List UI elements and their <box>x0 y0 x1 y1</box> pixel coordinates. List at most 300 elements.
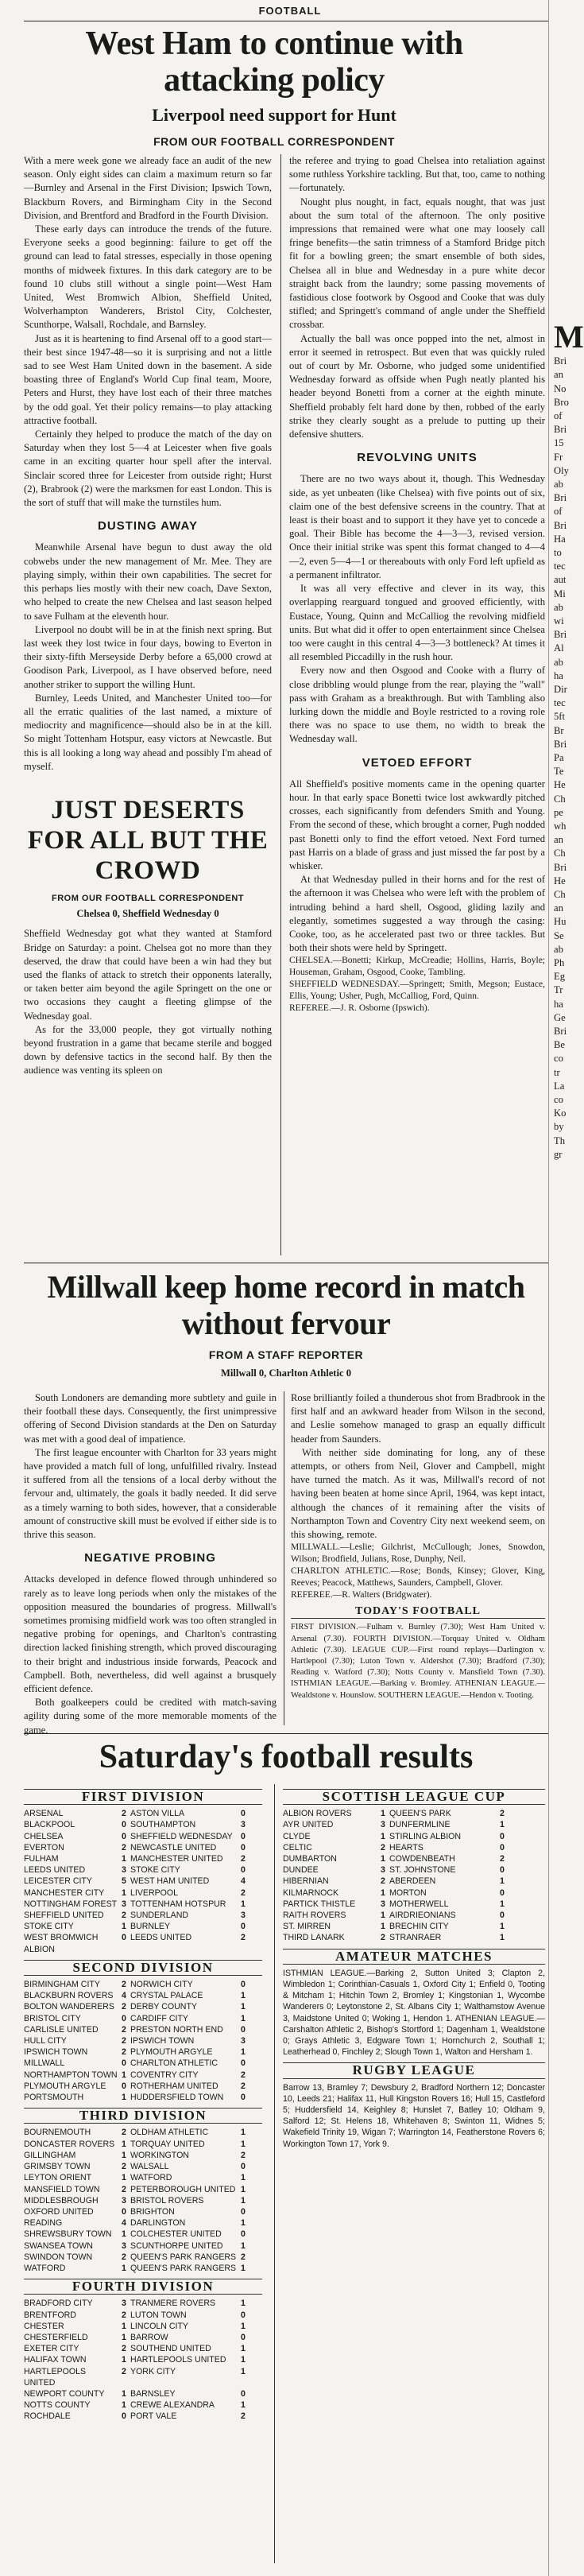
paragraph: With neither side dominating for long, any of these attempts, or others from Neil, Glover and Campbell, might have turned the match. As it was, Millwall's record of not having been beaten at home since April, 1964, was kept intact, although the chances of it remaining after the visits of Northampton Town and Coventry City next weekend seem, on this showing, remote. <box>291 1446 545 1541</box>
away-team: NEWCASTLE UNITED <box>130 1842 217 1852</box>
away-score: 1 <box>241 2240 246 2251</box>
away-team: STRANRAER <box>389 1933 442 1943</box>
adjacent-page-fragment: Oly <box>554 464 569 476</box>
home-score: 1 <box>122 2332 126 2342</box>
home-team: BIRMINGHAM CITY <box>24 1980 100 1990</box>
away-score: 3 <box>241 2036 246 2046</box>
third-division-heading: THIRD DIVISION <box>24 2108 262 2124</box>
home-score: 1 <box>122 2388 126 2399</box>
main-byline: FROM OUR FOOTBALL CORRESPONDENT <box>153 135 395 148</box>
paragraph: All Sheffield's positive moments came in the opening quarter hour. In that early space Bonetti twice lost awkwardly pitched crosses, each significantly from defenders Smith and Young. From the second of these, which brought a corner, Pugh nodded past Bonetti only to find the effort vetoed. Next Ford turned past Harris on a blade of grass and just missed the far post by a whisker. <box>289 778 545 871</box>
result-row <box>24 2092 262 2103</box>
home-team: GILLINGHAM <box>24 2150 76 2160</box>
home-score: 1 <box>122 2093 126 2103</box>
rugby-league-results: Barrow 13, Bramley 7; Dewsbury 2, Bradford Northern 12; Doncaster 10, Leeds 21; Halifax 11, Hull Kingston Rovers 16; Hull 15, Castleford 5; Huddersfield 14, Keighley 8; Hunslet 7, Batley 10; Oldham 9, Salford 12; St. Helens 18, Whitehaven 8; Swinton 11, Widnes 5; Wakefield Trinity 19, Wigan 7; Warrington 14, Featherstone Rovers 6; Workington Town 17, York 9. <box>283 2082 545 2149</box>
away-score: 0 <box>241 2206 246 2217</box>
paragraph: Just as it is heartening to find Arsenal off to a good start—their best since 1947-48—so it is surprising and not a little sad to see West Ham United down in the basement. A side boasting three of England's World Cup final team, Moore, Peters and Hurst, they have lost each of their three matches by the odd goal. Yet their policy remains—to play attacking attractive football. <box>24 332 272 426</box>
away-team: COWDENBEATH <box>389 1854 455 1864</box>
away-score: 0 <box>500 1865 505 1876</box>
away-team: QUEEN'S PARK RANGERS <box>130 2263 237 2273</box>
home-score: 1 <box>381 1911 385 1921</box>
millwall-headline: Millwall keep home record in match without fervour <box>47 1269 525 1341</box>
adjacent-page-fragment: Ge <box>554 1011 566 1023</box>
second-division-heading: SECOND DIVISION <box>24 1960 262 1976</box>
home-team: PARTICK THISTLE <box>283 1899 356 1909</box>
home-team: BOLTON WANDERERS <box>24 2002 114 2012</box>
home-team: LEYTON ORIENT <box>24 2173 92 2183</box>
paragraph: Both goalkeepers could be credited with match-saving agility during some of the more memorable moments of the game. <box>24 1697 277 1736</box>
third-division-results <box>24 2127 262 2274</box>
main-subheadline: Liverpool need support for Hunt <box>152 105 396 125</box>
home-score: 1 <box>122 2355 126 2365</box>
fourth-division-results <box>24 2298 262 2422</box>
adjacent-page-fragment: co <box>554 1094 563 1105</box>
result-row <box>24 2161 262 2172</box>
result-row <box>24 2263 262 2274</box>
away-team: SHEFFIELD WEDNESDAY <box>130 1831 233 1841</box>
adjacent-page-fragment: Te <box>554 766 564 778</box>
adjacent-page-fragment: Bri <box>554 861 567 873</box>
adjacent-page-fragment: 15 <box>554 437 564 449</box>
away-score: 1 <box>241 2321 246 2331</box>
result-row <box>24 2217 262 2229</box>
adjacent-page-fragment: Pa <box>554 752 564 763</box>
result-row <box>24 2127 262 2138</box>
away-team: BARNSLEY <box>130 2388 176 2399</box>
result-row <box>24 2139 262 2150</box>
away-score: 1 <box>500 1899 505 1909</box>
away-team: STIRLING ALBION <box>389 1831 462 1841</box>
adjacent-page-fragment: 5ft <box>554 711 565 723</box>
away-team: AIRDRIEONIANS <box>389 1911 456 1921</box>
adjacent-page-fragment: Bri <box>554 1026 567 1037</box>
away-team: CHARLTON ATHLETIC <box>130 2058 219 2069</box>
result-row <box>24 1979 262 1990</box>
team-lineup: CHELSEA.—Bonetti; Kirkup, McCreadie; Hollins, Harris, Boyle; Houseman, Graham, Osgood, Cooke, Tambling. <box>289 956 545 978</box>
result-row <box>24 1921 262 1932</box>
adjacent-page-fragment: Dir <box>554 684 567 695</box>
away-score: 2 <box>241 1854 246 1864</box>
away-score: 3 <box>241 1820 246 1830</box>
home-team: BRENTFORD <box>24 2310 76 2320</box>
result-row <box>24 2046 262 2058</box>
away-score: 1 <box>241 2299 246 2309</box>
paragraph: It was all very effective and clever in its way, this overlapping rearguard tongued and grooved efficiently, with Eustace, Young, Quinn and McCalliog the revolving midfield units. But what did it offer to open entertainment since Chelsea too were caught in this central 4—3—3 bottleneck? At times it all resembled Piccadilly in the rush hour. <box>289 583 545 663</box>
home-team: DUMBARTON <box>283 1854 337 1864</box>
other-results <box>283 1784 545 2150</box>
home-score: 0 <box>122 2058 126 2069</box>
paragraph: Rose brilliantly foiled a thunderous shot from Bradbrook in the first half and an awkward header from Wilson in the second, and Leslie somehow managed to grasp an equally difficult header from Saunders. <box>291 1392 545 1445</box>
chelsea-headline: JUST DESERTS FOR ALL BUT THE CROWD <box>27 796 269 885</box>
subheading-revolving-units: REVOLVING UNITS <box>357 451 478 465</box>
result-row <box>24 2354 262 2365</box>
away-score: 0 <box>241 2388 246 2399</box>
home-team: BLACKBURN ROVERS <box>24 1991 114 2001</box>
away-team: MORTON <box>389 1887 427 1898</box>
home-score: 1 <box>122 2070 126 2080</box>
adjacent-page-fragment: ab <box>554 601 563 613</box>
home-score: 4 <box>122 2218 126 2229</box>
away-team: SUNDERLAND <box>130 1911 188 1921</box>
home-team: DONCASTER ROVERS <box>24 2139 115 2149</box>
away-score: 1 <box>241 1899 246 1909</box>
away-score: 1 <box>241 2218 246 2229</box>
referee: REFEREE.—J. R. Osborne (Ipswich). <box>289 1003 430 1014</box>
home-team: DUNDEE <box>283 1865 319 1876</box>
main-headline: West Ham to continue with attacking policy <box>85 25 463 99</box>
away-score: 0 <box>241 1865 246 1876</box>
away-team: DUNFERMLINE <box>389 1820 451 1830</box>
adjacent-page-fragment: wi <box>554 615 564 627</box>
home-score: 5 <box>122 1876 126 1887</box>
away-score: 0 <box>241 2310 246 2320</box>
home-score: 1 <box>381 1854 385 1864</box>
away-score: 1 <box>241 2128 246 2138</box>
home-team: SHEFFIELD UNITED <box>24 1911 104 1921</box>
adjacent-page-fragment: Be <box>554 1039 565 1051</box>
away-score: 0 <box>500 1831 505 1841</box>
away-team: HEARTS <box>389 1842 423 1852</box>
home-team: CARLISLE UNITED <box>24 2024 99 2035</box>
away-team: BRIGHTON <box>130 2206 175 2217</box>
result-row <box>24 2298 262 2309</box>
away-team: DERBY COUNTY <box>130 2002 197 2012</box>
away-team: SOUTHAMPTON <box>130 1820 196 1830</box>
home-score: 1 <box>122 1922 126 1932</box>
adjacent-page-fragment: Ch <box>554 889 566 900</box>
adjacent-page-fragment: ab <box>554 656 563 668</box>
home-score: 1 <box>381 1809 385 1819</box>
paragraph: Sheffield Wednesday got what they wanted at Stamford Bridge on Saturday: a point. Chelsea got no more than they deserved, the draw that could have been a win had they but used the flanks of attack to stretch their opponents laterally, or taken better aim beyond the agile Springett on the one or two occasions they caught a fleeting glimpse of the Wednesday goal. <box>24 928 272 1022</box>
team-lineup: MILLWALL.—Leslie; Gilchrist, McCullough; Jones, Snowdon, Wilson; Brodfield, Julians, Rose, Dunphy, Neil. <box>291 1542 545 1565</box>
away-team: TORQUAY UNITED <box>130 2139 205 2149</box>
home-team: KILMARNOCK <box>283 1887 339 1898</box>
away-score: 1 <box>241 2184 246 2194</box>
away-score: 3 <box>241 1911 246 1921</box>
away-score: 1 <box>241 2344 246 2354</box>
adjacent-page-fragment: Hu <box>554 916 567 928</box>
result-row <box>24 1808 262 1819</box>
adjacent-page-fragment: Bri <box>554 492 567 504</box>
adjacent-page-fragment: ha <box>554 998 563 1010</box>
home-score: 1 <box>381 1887 385 1898</box>
away-score: 4 <box>241 1876 246 1887</box>
millwall-col1 <box>24 1391 277 1737</box>
result-row <box>24 2310 262 2321</box>
result-row <box>283 1921 545 1932</box>
adjacent-page-fragment: Bri <box>554 738 567 750</box>
away-score: 1 <box>241 2400 246 2411</box>
home-score: 2 <box>122 2036 126 2046</box>
home-score: 1 <box>381 1831 385 1841</box>
adjacent-page-fragment: ab <box>554 479 563 490</box>
away-score: 1 <box>241 2366 246 2376</box>
paragraph: With a mere week gone we already face an audit of the new season. Only eight sides can claim a maximum return so far—Burnley and Arsenal in the First Division; Ipswich Town, Blackburn Rovers, and Birmingham City in the Second Division, and Brentford and Bradford in the Fourth Division. <box>24 155 272 221</box>
result-row <box>24 1887 262 1899</box>
away-team: SOUTHEND UNITED <box>130 2344 211 2354</box>
todays-football-text: FIRST DIVISION.—Fulham v. Burnley (7.30); West Ham United v. Arsenal (7.30). FOURTH DIVISION.—Torquay United v. Oldham Athletic (7.30). LEAGUE CUP.—First round replays—Darlington v. Hartlepool (7.30); Luton Town v. Aldershot (7.30); Bradford (7.30); Reading v. Watford (7.30); Notts County v. Mansfield Town (7.30). ISTHMIAN LEAGUE.—Barking v. Bromley. ATHENIAN LEAGUE.—Wealdstone v. Hounslow. SOUTHERN LEAGUE.—Hendon v. Tooting. <box>291 1623 545 1700</box>
home-team: MIDDLESBROUGH <box>24 2195 99 2206</box>
adjacent-page-fragment: Ph <box>554 957 565 968</box>
paragraph: Every now and then Osgood and Cooke with a flurry of close dribbling would plunge from the rear, playing the "wall" pass with Graham as a breakthrough. But with Tambling also lurking down the middle and Boyle restricted to a roving role there was no space to use them, no width to break the Wednesday wall. <box>289 665 545 745</box>
away-score: 0 <box>241 1831 246 1841</box>
home-team: OXFORD UNITED <box>24 2206 94 2217</box>
result-row <box>24 2184 262 2195</box>
result-row <box>24 2229 262 2240</box>
adjacent-page-fragment: No <box>554 382 567 394</box>
away-team: SCUNTHORPE UNITED <box>130 2240 223 2251</box>
home-team: CHESTER <box>24 2321 64 2331</box>
adjacent-page-fragment: by <box>554 1121 564 1133</box>
away-team: YORK CITY <box>130 2366 176 2376</box>
home-team: CELTIC <box>283 1842 312 1852</box>
adjacent-page-fragment: aut <box>554 574 567 586</box>
adjacent-page-fragment: He <box>554 779 566 791</box>
adjacent-page-fragment: tec <box>554 561 566 572</box>
first-division-heading: FIRST DIVISION <box>24 1789 262 1805</box>
away-team: LUTON TOWN <box>130 2310 187 2320</box>
home-team: FULHAM <box>24 1854 59 1864</box>
scottish-cup-heading: SCOTTISH LEAGUE CUP <box>283 1789 545 1805</box>
away-score: 2 <box>241 2070 246 2080</box>
english-results <box>24 1784 262 2423</box>
adjacent-page-fragment: Fr <box>554 451 563 463</box>
home-score: 2 <box>122 1842 126 1852</box>
away-team: ROTHERHAM UNITED <box>130 2081 219 2091</box>
away-score: 1 <box>500 1922 505 1932</box>
result-row <box>24 1876 262 1887</box>
result-row <box>283 1932 545 1943</box>
home-team: HIBERNIAN <box>283 1876 329 1887</box>
home-team: ROCHDALE <box>24 2411 71 2422</box>
home-team: WATFORD <box>24 2263 66 2273</box>
away-team: COLCHESTER UNITED <box>130 2229 222 2240</box>
away-team: BRECHIN CITY <box>389 1922 449 1932</box>
away-score: 2 <box>500 1809 505 1819</box>
home-score: 2 <box>122 2162 126 2172</box>
adjacent-page-fragment: Ko <box>554 1108 567 1119</box>
result-row <box>24 2388 262 2399</box>
home-score: 1 <box>122 2263 126 2273</box>
away-team: ST. JOHNSTONE <box>389 1865 456 1876</box>
todays-football-heading: TODAY'S FOOTBALL <box>291 1604 545 1619</box>
home-score: 3 <box>122 2240 126 2251</box>
result-row <box>24 2150 262 2161</box>
paragraph: Meanwhile Arsenal have begun to dust away the old cobwebs under the new management of Mr. Mee. They are playing simply, within their own capabilities. The secret for this perhaps lies mostly with their new coach, Dave Sexton, who helped to create the new Chelsea and last season helped to save Fulham at the eleventh hour. <box>24 541 272 622</box>
away-team: PORT VALE <box>130 2411 177 2422</box>
away-score: 0 <box>500 1842 505 1852</box>
home-score: 3 <box>122 2299 126 2309</box>
adjacent-page-fragment: Se <box>554 929 564 941</box>
home-score: 3 <box>122 1865 126 1876</box>
result-row <box>24 2343 262 2354</box>
result-row <box>24 2411 262 2422</box>
result-row <box>24 2195 262 2206</box>
away-team: ASTON VILLA <box>130 1809 185 1819</box>
home-team: WEST BROMWICH ALBION <box>24 1933 99 1954</box>
home-team: CLYDE <box>283 1831 311 1841</box>
home-score: 3 <box>122 1899 126 1909</box>
adjacent-page-fragment: Th <box>554 1135 565 1146</box>
away-score: 0 <box>241 1809 246 1819</box>
millwall-score: Millwall 0, Charlton Athletic 0 <box>220 1368 352 1379</box>
home-team: THIRD LANARK <box>283 1933 345 1943</box>
adjacent-page-fragment: Br <box>554 724 564 736</box>
home-score: 1 <box>122 2139 126 2149</box>
result-row <box>24 2399 262 2411</box>
result-row <box>24 1831 262 1842</box>
result-row <box>24 1932 262 1954</box>
home-team: NEWPORT COUNTY <box>24 2388 105 2399</box>
result-row <box>24 2001 262 2012</box>
away-team: PETERBOROUGH UNITED <box>130 2184 236 2194</box>
home-team: CHELSEA <box>24 1831 64 1841</box>
home-score: 2 <box>381 1876 385 1887</box>
home-team: BOURNEMOUTH <box>24 2128 91 2138</box>
result-row <box>24 1910 262 1921</box>
home-score: 3 <box>381 1820 385 1830</box>
adjacent-page-fragment: tec <box>554 697 566 709</box>
away-team: MOTHERWELL <box>389 1899 449 1909</box>
home-score: 0 <box>122 1831 126 1841</box>
adjacent-page-fragment: of <box>554 506 563 518</box>
away-score: 2 <box>241 1933 246 1943</box>
away-score: 0 <box>241 1980 246 1990</box>
home-score: 2 <box>122 2344 126 2354</box>
home-score: 3 <box>122 2195 126 2206</box>
away-team: PLYMOUTH ARGYLE <box>130 2047 213 2058</box>
home-team: NOTTINGHAM FOREST <box>24 1899 118 1909</box>
home-score: 1 <box>122 2321 126 2331</box>
paragraph: There are no two ways about it, though. This Wednesday side, as yet unbeaten (like Chelsea) with five points out of six, claim one of the best defensive screens in the country. That at least is their boast and to support it they have yet to concede a goal. Their Bible has become the 4—3—3, revised version. Once their initial strike was spent this format changed to 4—4—2, even 5—4—1 or thereabouts with only Ford left upfield as a permanent infiltrator. <box>289 473 545 580</box>
adjacent-page-fragment: Eg <box>554 971 565 983</box>
home-score: 2 <box>122 1980 126 1990</box>
adjacent-page-fragment: Bri <box>554 424 567 436</box>
away-score: 1 <box>241 2047 246 2058</box>
adjacent-page-fragment: ab <box>554 943 563 955</box>
away-team: STOKE CITY <box>130 1865 180 1876</box>
millwall-byline: FROM A STAFF REPORTER <box>208 1348 364 1361</box>
second-division-results <box>24 1979 262 2103</box>
divider <box>24 1733 548 1734</box>
result-row <box>24 2035 262 2046</box>
home-score: 2 <box>122 2366 126 2376</box>
away-score: 0 <box>500 1911 505 1921</box>
result-row <box>24 2070 262 2081</box>
result-row <box>24 2013 262 2024</box>
paragraph: These early days can introduce the trends of the future. Everyone seeks a good beginning: failure to get off the ground can lead to fatal stresses, especially in those opening months of midweek fixtures. In this dark category are to be found 10 clubs still without a single point—West Ham United, West Bromwich Albion, Sheffield United, Wolverhampton Wanderers, Bristol City, Colchester, Scunthorpe, Walsall, Rochdale, and Barnsley. <box>24 223 272 331</box>
away-score: 0 <box>241 2162 246 2172</box>
home-score: 0 <box>122 2013 126 2023</box>
home-score: 0 <box>122 2206 126 2217</box>
home-team: RAITH ROVERS <box>283 1911 346 1921</box>
adjacent-page-fragment: co <box>554 1053 563 1065</box>
adjacent-page-fragment: tr <box>554 1066 560 1078</box>
home-team: GRIMSBY TOWN <box>24 2162 91 2172</box>
away-score: 2 <box>241 2150 246 2160</box>
away-score: 1 <box>241 2002 246 2012</box>
away-team: OLDHAM ATHLETIC <box>130 2128 209 2138</box>
home-team: HARTLEPOOLS UNITED <box>24 2366 87 2388</box>
home-score: 3 <box>381 1899 385 1909</box>
results-title: Saturday's football results <box>99 1739 474 1775</box>
away-team: WATFORD <box>130 2173 172 2183</box>
home-team: AYR UNITED <box>283 1820 334 1830</box>
home-score: 0 <box>122 2411 126 2422</box>
home-score: 2 <box>381 1933 385 1943</box>
amateur-results: ISTHMIAN LEAGUE.—Barking 2, Sutton United 3; Clapton 2, Wimbledon 1; Corinthian-Casuals 1, Oxford City 1; Enfield 0, Tooting & Mitcham 1; Hitchin Town 2, Bromley 1; Kingstonian 1, Wycombe Wanderers 0; Leytonstone 2, St. Albans City 1; Walthamstow Avenue 3, Maidstone United 0; Woking 1, Hendon 1. ATHENIAN LEAGUE.—Carshalton Athletic 2, Bishop's Stortford 1; Dagenham 1, Wealdstone 0; Grays Athletic 3, Edgware Town 1; Hornchurch 2, Southall 1; Leatherhead 0, Finchley 2; Slough Town 1, Walton and Hersham 1. <box>283 1968 545 2058</box>
away-score: 2 <box>241 1887 246 1898</box>
away-team: WEST HAM UNITED <box>130 1876 210 1887</box>
away-team: CREWE ALEXANDRA <box>130 2400 215 2411</box>
home-team: ALBION ROVERS <box>283 1809 352 1819</box>
home-score: 0 <box>122 2081 126 2091</box>
away-score: 2 <box>241 2081 246 2091</box>
away-team: ABERDEEN <box>389 1876 436 1887</box>
away-score: 2 <box>500 1854 505 1864</box>
home-team: MANCHESTER CITY <box>24 1887 105 1898</box>
away-score: 1 <box>241 2139 246 2149</box>
result-row <box>283 1853 545 1864</box>
team-lineup: CHARLTON ATHLETIC.—Rose; Bonds, Kinsey; Glover, King, Reeves; Peacock, Matthews, Saunders, Campbell, Glover. <box>291 1566 545 1589</box>
adjacent-page-fragment: Mi <box>554 588 566 599</box>
away-score: 1 <box>241 1991 246 2001</box>
away-score: 0 <box>241 2229 246 2240</box>
away-score: 0 <box>241 1842 246 1852</box>
adjacent-page-fragment: Tr <box>554 984 563 996</box>
home-score: 2 <box>122 2128 126 2138</box>
main-story-col1 <box>24 154 272 774</box>
result-row <box>24 2321 262 2332</box>
main-story-col2 <box>289 154 545 1014</box>
column-divider <box>280 154 281 1255</box>
subheading-vetoed-effort: VETOED EFFORT <box>362 755 473 770</box>
home-score: 1 <box>122 2400 126 2411</box>
home-score: 2 <box>122 2184 126 2194</box>
away-score: 1 <box>500 1876 505 1887</box>
away-score: 1 <box>500 1820 505 1830</box>
home-score: 1 <box>122 2150 126 2160</box>
home-team: READING <box>24 2218 63 2229</box>
home-score: 0 <box>122 1820 126 1830</box>
away-team: IPSWICH TOWN <box>130 2036 195 2046</box>
paragraph: Certainly they helped to produce the match of the day on Saturday when they lost 5—4 at Leicester when five goals came in an exciting quarter hour spell after the interval. Sinclair scored three for Leicester from outside right; Hurst (2), Brabrook (2) were the marksmen for east London. This is the sort of stuff that will make the turnstiles hum. <box>24 429 272 509</box>
home-score: 2 <box>122 2047 126 2058</box>
home-team: NOTTS COUNTY <box>24 2400 91 2411</box>
paragraph: Attacks developed in defence flowed through unhindered so rarely as to leave long periods when only the mistakes of the opposition measured the boundaries of progress. Millwall's sometimes promising midfield work was too often strangled in negative probing for openings, and Charlton's contrasting direction lacked finishing strength, which proved discouraging to their bright and industrious inside forwards, Peacock and Campbell. Both, nevertheless, did well against a brusquely efficient defence. <box>24 1573 277 1695</box>
away-score: 0 <box>241 2332 246 2342</box>
away-team: WORKINGTON <box>130 2150 189 2160</box>
column-divider <box>274 1784 275 2563</box>
adjacent-page-fragment: an <box>554 902 563 914</box>
adjacent-page-fragment: gr <box>554 1148 563 1160</box>
paragraph: At that Wednesday pulled in their horns and for the rest of the afternoon it was Chelsea who were left with the problem of intruding behind a hard shell, Osgood, gliding lazily and elegantly, sometimes suggested a way through the casing: Cooke, too, as he accelerated past two or three tackles. But both their shots were held by Springett. <box>289 874 545 954</box>
result-row <box>24 2058 262 2069</box>
adjacent-page-fragment: Bri <box>554 519 567 531</box>
result-row <box>24 1864 262 1876</box>
home-score: 2 <box>122 1809 126 1819</box>
result-row <box>24 1853 262 1864</box>
home-team: CHESTERFIELD <box>24 2332 88 2342</box>
away-team: TOTTENHAM HOTSPUR <box>130 1899 226 1909</box>
home-score: 2 <box>381 1842 385 1852</box>
home-team: STOKE CITY <box>24 1922 74 1932</box>
home-team: IPSWICH TOWN <box>24 2047 88 2058</box>
home-team: HALIFAX TOWN <box>24 2355 87 2365</box>
adjacent-page-fragment: an <box>554 834 563 846</box>
chelsea-byline: FROM OUR FOOTBALL CORRESPONDENT <box>51 894 244 903</box>
home-team: SHREWSBURY TOWN <box>24 2229 112 2240</box>
